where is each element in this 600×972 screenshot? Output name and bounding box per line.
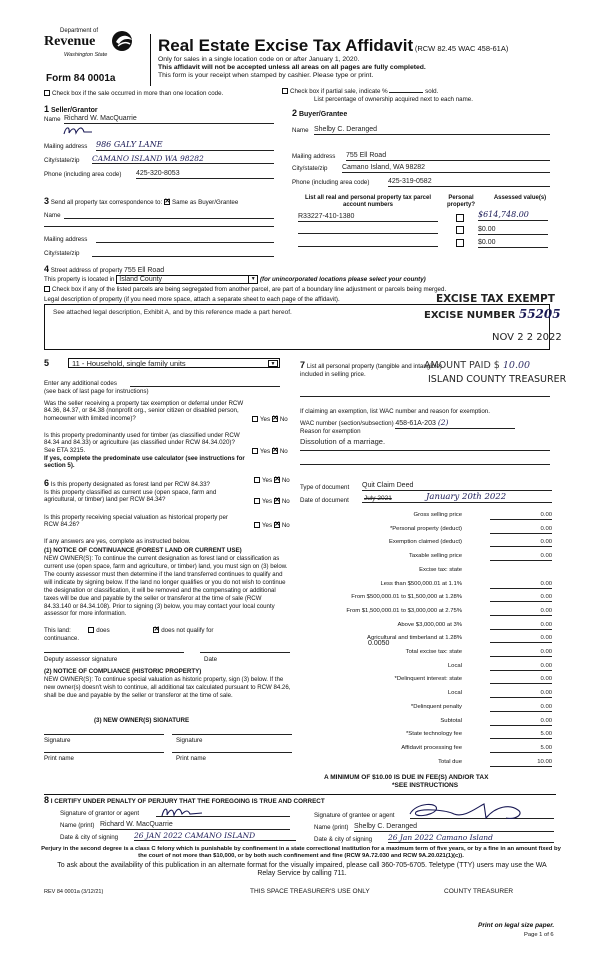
amount-paid-stamp — [424, 360, 530, 371]
doc-date-label: Date of document — [300, 497, 349, 504]
tax-row-value[interactable]: 0.00 — [490, 512, 552, 520]
grantee-signature — [406, 800, 546, 824]
forest-no-checkbox[interactable] — [274, 477, 280, 483]
historic-yes-checkbox[interactable] — [254, 522, 260, 528]
timber-question: Is this property predominantly used for timber (as classified under RCW 84.34 and 84.33) or agriculture (as classified under RCW 84.34.020)? See ETA 3215. — [44, 432, 240, 454]
parcel-number[interactable] — [298, 239, 438, 247]
treasurer-stamp: ISLAND COUNTY TREASURER — [428, 374, 567, 385]
seller-city-row — [44, 154, 274, 164]
wac-number: 458-61A-203 — [395, 420, 436, 427]
parcels-header: List all real and personal property tax parcel account numbers — [304, 195, 432, 209]
sec3-addr-label: Mailing address — [44, 236, 88, 243]
reason-line-2[interactable] — [300, 464, 550, 465]
exemption-claim-label: If claiming an exemption, list WAC number and reason for exemption. — [300, 408, 490, 415]
treasurer-use-label: THIS SPACE TREASURER'S USE ONLY — [250, 888, 370, 895]
tax-row-label: Total due — [438, 758, 462, 765]
no-label: No — [281, 522, 290, 529]
yes-label: Yes — [260, 448, 271, 455]
tax-row-label: Local — [447, 662, 462, 669]
tax-row — [300, 676, 552, 686]
segregate-checkbox[interactable] — [44, 286, 50, 292]
parcel-number[interactable] — [298, 226, 438, 234]
grantor-date-label: Date & city of signing — [60, 834, 119, 841]
sec3-city-field[interactable] — [92, 256, 274, 257]
current-use-yes-checkbox[interactable] — [254, 498, 260, 504]
yes-label: Yes — [260, 416, 271, 423]
tax-row-label: *Personal property (deduct) — [389, 525, 462, 532]
seller-initial-signature — [62, 124, 102, 136]
tax-row — [300, 745, 552, 755]
tax-row — [300, 635, 552, 645]
buyer-name-label: Name — [292, 127, 309, 134]
tax-row — [300, 567, 552, 577]
current-use-question: Is this property classified as current use (open space, farm and agricultural, or timber) land per RCW 84.34? — [44, 489, 217, 504]
subtitle-2: This affidavit will not be accepted unless all areas on all pages are fully completed. — [158, 64, 426, 71]
subtitle-3 — [158, 72, 373, 80]
reason-value[interactable]: Dissolution of a marriage. — [300, 437, 386, 446]
tax-row-label: From $1,500,000.01 to $3,000,000 at 2.75% — [346, 607, 462, 614]
notice-continuance-text: NEW OWNER(S): To continue the current designation as forest land or classification as current use (open space, farm and agriculture, or timber) land, you must sign on (3) below. The county assessor must then determine if the land transferred continues to qualify and will indicate by signing below. If the land no longer qualifies or you do not wish to continue the designation or classification, it will be removed and the compensating or additional taxes will be due and payable by the seller or transferor at the time of sale (RCW 84.33.140 or 84.34.108). Prior to signing (3) below, you may contact your local county assessor for more information. — [44, 555, 288, 618]
seller-name-field[interactable]: Richard W. MacQuarrie — [64, 115, 274, 124]
wac-field[interactable] — [395, 418, 515, 429]
deputy-signature-field[interactable] — [44, 652, 184, 653]
sec3-city-label: City/state/zip — [44, 250, 80, 257]
personal-property-checkbox[interactable] — [456, 226, 464, 234]
see-instructions: *SEE INSTRUCTIONS — [392, 782, 459, 789]
perjury-notice: Perjury in the second degree is a class C felony which is punishable by confinement in a state correctional institution for a maximum term of five years, or by a fine in an amount fixed by the court of not more than $10,000, or by both such confinement and fine (RCW 9A.72.030 and RCW 9A.20.021(1)(c)). — [41, 846, 561, 860]
street-label: Street address of property — [50, 267, 123, 274]
seller-city-field[interactable]: CAMANO ISLAND WA 98282 — [92, 154, 274, 164]
current-use-no-checkbox[interactable] — [274, 498, 280, 504]
forest-yes-checkbox[interactable] — [254, 477, 260, 483]
tax-row — [300, 526, 552, 536]
buyer-addr-field[interactable]: 755 Ell Road — [346, 152, 550, 161]
county-select[interactable] — [116, 275, 258, 284]
legal-description: See attached legal description, Exhibit A, and by this reference made a part hereof. — [53, 309, 292, 316]
seller-heading — [44, 104, 98, 115]
grantee-date-row — [314, 833, 554, 843]
form-number: Form 84 0001a — [46, 73, 116, 84]
chevron-down-icon[interactable]: ▼ — [268, 360, 278, 368]
does-not-label: does not qualify for — [161, 627, 214, 634]
grantor-signature — [160, 804, 210, 818]
sec7-text: List all personal property (tangible and intangible) included in selling price. — [300, 363, 442, 378]
land-use-select[interactable] — [68, 358, 280, 368]
same-as-buyer-label: Same as Buyer/Grantee — [171, 199, 239, 206]
grantor-date-field[interactable]: 26 JAN 2022 CAMANO ISLAND — [134, 831, 296, 841]
owner-signature-field-2[interactable] — [172, 734, 292, 735]
tax-row-label: *State technology fee — [405, 731, 462, 738]
current-use-yes-no — [254, 498, 290, 505]
wac-label: WAC number (section/subsection) — [300, 420, 394, 427]
parcel-number[interactable]: R33227-410-1380 — [298, 213, 438, 222]
this-land-label: This land: — [44, 627, 71, 634]
amount-paid-label: AMOUNT PAID $ — [424, 360, 500, 371]
reason-label: Reason for exemption — [300, 428, 361, 435]
assessed-value[interactable]: $0.00 — [478, 226, 548, 235]
exemption-yes-no — [252, 416, 288, 423]
tax-row-value[interactable]: 0.00 — [490, 663, 552, 671]
sec5-num: 5 — [44, 358, 50, 368]
tax-row — [300, 594, 552, 604]
additional-codes-row — [44, 380, 280, 387]
signature-label: Signature — [44, 737, 71, 744]
doc-date-struck: July 2021 — [364, 495, 392, 502]
street-field[interactable]: 755 Ell Road — [124, 267, 244, 276]
forest-yes-no — [254, 477, 290, 484]
no-label: No — [281, 498, 290, 505]
notice-continuance-title: (1) NOTICE OF CONTINUANCE (FOREST LAND OR CURRENT USE) — [44, 547, 242, 554]
parcel-row — [298, 210, 550, 225]
see-list-label: (see back of last page for instructions) — [44, 388, 149, 395]
same-as-buyer-checkbox[interactable] — [164, 199, 170, 205]
sec8-num: 8 — [44, 795, 50, 805]
tax-row — [300, 539, 552, 549]
grantor-name-label: Name (print) — [60, 822, 95, 829]
parcel-row — [298, 239, 550, 251]
grantor-date-row — [60, 831, 296, 841]
grantee-name-label: Name (print) — [314, 824, 349, 831]
assessed-header: Assessed value(s) — [493, 195, 547, 201]
tax-row-label: Agricultural and timberland at 1.28% — [367, 635, 462, 642]
sec3-addr-row — [44, 236, 274, 243]
assessed-value[interactable]: $0.00 — [478, 239, 548, 248]
buyer-num: 2 — [292, 108, 298, 118]
seller-name-label: Name — [44, 116, 61, 123]
parcel-row — [298, 226, 550, 238]
grantee-name-field[interactable]: Shelby C. Deranged — [354, 823, 554, 832]
exempt-stamp: EXCISE TAX EXEMPT — [436, 293, 555, 305]
excise-number-label: EXCISE NUMBER — [424, 310, 516, 321]
title-text: Real Estate Excise Tax Affidavit — [158, 36, 414, 55]
partial-sale-label: Check box if partial sale, indicate % — [290, 88, 388, 95]
print-name-label: Print name — [176, 755, 206, 762]
sec3-heading — [44, 196, 238, 207]
tax-row-value[interactable]: 0.00 — [490, 649, 552, 657]
multi-location-check[interactable] — [44, 90, 223, 97]
personal-property-line[interactable] — [300, 396, 550, 397]
buyer-city-label: City/state/zip — [292, 165, 328, 172]
owner-print-field-1[interactable] — [44, 752, 164, 753]
dept-label: Department of — [60, 28, 99, 34]
seller-addr-field[interactable]: 986 GALY LANE — [96, 140, 274, 151]
sec3-city-row — [44, 250, 274, 257]
tax-row-value[interactable]: 0.00 — [490, 526, 552, 534]
tax-row-value[interactable]: 0.00 — [490, 622, 552, 630]
timber-yes-no — [252, 448, 288, 455]
tax-row-value[interactable]: 0.00 — [490, 553, 552, 561]
doc-type-row — [300, 484, 552, 491]
header-divider — [150, 34, 151, 86]
exemption-yes-checkbox[interactable] — [252, 416, 258, 422]
chevron-down-icon[interactable]: ▼ — [248, 276, 257, 284]
buyer-city-row — [292, 165, 550, 172]
no-label: No — [281, 477, 290, 484]
yes-label: Yes — [262, 477, 273, 484]
additional-codes-label: Enter any additional codes — [44, 380, 117, 387]
exemption-no-checkbox[interactable] — [272, 416, 278, 422]
multi-location-label: Check box if the sale occurred in more than one location code. — [52, 90, 224, 97]
timber-yes-checkbox[interactable] — [252, 448, 258, 454]
doc-date-field[interactable] — [362, 494, 552, 503]
tax-row-label: Above $3,000,000 at 3% — [397, 621, 462, 628]
land-use-value: 11 - Household, single family units — [72, 359, 186, 368]
yes-label: Yes — [262, 522, 273, 529]
rev-number: REV 84 0001a (3/12/21) — [44, 889, 104, 895]
sec4-num: 4 — [44, 264, 50, 274]
predominant-note: If yes, complete the predominate use calculator (see instructions for section 5). — [44, 455, 245, 470]
seller-num: 1 — [44, 104, 50, 114]
seller-heading-text: Seller/Grantor — [50, 107, 98, 114]
buyer-heading-text: Buyer/Grantee — [298, 111, 348, 118]
exemption-question: Was the seller receiving a property tax exemption or deferral under RCW 84.36, 84.37, or 84.38 (nonprofit org., senior citizen or disabled person, homeowner with limited income)? — [44, 400, 244, 422]
deputy-date-field[interactable] — [200, 652, 290, 653]
sec3-name-field[interactable] — [64, 218, 274, 219]
seller-phone-label: Phone (including area code) — [44, 171, 122, 178]
tax-row — [300, 649, 552, 659]
page-number: Page 1 of 6 — [524, 932, 554, 938]
notice-compliance-title: (2) NOTICE OF COMPLIANCE (HISTORIC PROPERTY) — [44, 668, 202, 675]
tax-row-label: Local — [447, 690, 462, 697]
buyer-addr-row — [292, 153, 550, 160]
assessed-value[interactable]: $614,748.00 — [478, 210, 548, 221]
this-land-row — [44, 627, 213, 634]
title-cite: (RCW 82.45 WAC 458-61A) — [414, 44, 509, 53]
sec3-name-row — [44, 212, 274, 219]
tax-row-value[interactable]: 0.00 — [490, 635, 552, 643]
state-label: Washington State — [64, 52, 108, 58]
tax-row-value[interactable]: 0.00 — [490, 690, 552, 698]
certify-text: I CERTIFY UNDER PENALTY OF PERJURY THAT THE FOREGOING IS TRUE AND CORRECT — [50, 798, 325, 805]
new-owner-sig-title: (3) NEW OWNER(S) SIGNATURE — [94, 717, 190, 724]
dor-logo — [44, 28, 144, 72]
sec4-located-row — [44, 275, 426, 284]
signature-label: Signature — [176, 737, 203, 744]
grantee-name-row — [314, 824, 554, 831]
tax-row-value[interactable]: 0.00 — [490, 718, 552, 726]
yes-label: Yes — [262, 498, 273, 505]
forest-question-text: Is this property designated as forest land per RCW 84.33? — [50, 481, 210, 488]
wac-subsection: (2) — [437, 418, 449, 427]
tax-row-value[interactable]: 0.00 — [490, 594, 552, 602]
county-treasurer-label: COUNTY TREASURER — [444, 888, 514, 895]
does-not-qualify-checkbox[interactable] — [153, 627, 159, 633]
legal-label: Legal description of property (if you need more space, attach a separate sheet to each page of the affidavit). — [44, 296, 340, 303]
tax-row-value[interactable]: 0.00 — [490, 539, 552, 547]
revenue-wordmark: Revenue — [44, 34, 96, 49]
buyer-name-field[interactable]: Shelby C. Deranged — [314, 126, 550, 135]
tax-row-value[interactable]: 5.00 — [490, 731, 552, 739]
deputy-date-label: Date — [204, 656, 218, 663]
tax-row-label: Taxable selling price — [408, 553, 462, 560]
buyer-phone-row — [292, 179, 550, 186]
sec6-num: 6 — [44, 478, 50, 488]
pct-note: List percentage of ownership acquired next to each name. — [314, 96, 473, 103]
sec3-blank-line[interactable] — [44, 226, 274, 227]
tax-row-value[interactable]: 0.00 — [490, 608, 552, 616]
tax-row — [300, 553, 552, 563]
amount-paid-value: 10.00 — [502, 360, 531, 371]
tax-row-label: Less than $500,000.01 at 1.1% — [380, 580, 462, 587]
historic-question: Is this property receiving special valuation as historical property per RCW 84.26? — [44, 514, 228, 529]
doc-date-value: January 20th 2022 — [426, 492, 507, 502]
tax-row — [300, 731, 552, 741]
tax-row-label: Exemption claimed (deduct) — [388, 539, 462, 546]
forest-question — [44, 478, 254, 489]
form-title — [158, 36, 508, 56]
dor-swirl-icon — [110, 30, 136, 52]
tax-row — [300, 759, 552, 769]
personal-property-checkbox[interactable] — [456, 239, 464, 247]
doc-type-label: Type of document — [300, 484, 350, 491]
sec3-name-label: Name — [44, 212, 61, 219]
timber-no-checkbox[interactable] — [272, 448, 278, 454]
tax-row-value[interactable]: 5.00 — [490, 745, 552, 753]
tax-row-label: Excise tax: state — [419, 566, 462, 573]
seller-phone-field[interactable]: 425-320-8053 — [136, 170, 274, 179]
sec3-addr-field[interactable] — [96, 242, 274, 243]
grantor-signature-label: Signature of grantor or agent — [60, 810, 140, 817]
tax-row-label: Subtotal — [440, 717, 462, 724]
seller-addr-label: Mailing address — [44, 143, 88, 150]
county-value: Island County — [119, 276, 163, 283]
sec7-num: 7 — [300, 360, 306, 370]
sec3-text: Send all property tax correspondence to: — [50, 199, 163, 206]
tax-row — [300, 512, 552, 522]
partial-pct-field[interactable] — [389, 92, 423, 93]
owner-print-field-2[interactable] — [172, 752, 292, 753]
seller-name-row — [44, 116, 274, 123]
tax-row — [300, 608, 552, 618]
partial-sale-check[interactable] — [282, 88, 438, 95]
deputy-signature-label: Deputy assessor signature — [44, 656, 118, 663]
tax-row — [300, 663, 552, 673]
seller-addr-row — [44, 140, 274, 150]
date-stamp: NOV 2 2 2022 — [492, 332, 562, 343]
partial-sale-checkbox[interactable] — [282, 88, 288, 94]
legal-paper-note: Print on legal size paper. — [478, 922, 555, 929]
does-qualify-checkbox[interactable] — [88, 627, 94, 633]
print-name-label: Print name — [44, 755, 74, 762]
reason-line[interactable] — [300, 450, 550, 451]
segregate-check[interactable] — [44, 286, 446, 293]
grantor-name-row — [60, 822, 290, 829]
owner-signature-field-1[interactable] — [44, 734, 164, 735]
tax-row-label: From $500,000.01 to $1,500,000 at 1.28% — [351, 594, 462, 601]
no-label: No — [279, 416, 288, 423]
buyer-addr-label: Mailing address — [292, 153, 336, 160]
subtitle-3-text: This form is your receipt when stamped by cashier. Please type or print. — [158, 72, 374, 79]
tax-row — [300, 690, 552, 700]
seller-city-label: City/state/zip — [44, 157, 80, 164]
subtitle-1: Only for sales in a single location code on or after January 1, 2020. — [158, 56, 360, 63]
tax-row — [300, 622, 552, 632]
uninc-note: (for unincorporated locations please select your county) — [259, 276, 426, 284]
buyer-name-row — [292, 127, 550, 134]
grantee-date-label: Date & city of signing — [314, 836, 373, 843]
tax-row-value[interactable]: 0.00 — [490, 704, 552, 712]
historic-yes-no — [254, 522, 290, 529]
continuance-label: continuance. — [44, 635, 80, 642]
tax-row-label: *Delinquent penalty — [410, 703, 462, 710]
multi-location-checkbox[interactable] — [44, 90, 50, 96]
buyer-heading — [292, 108, 347, 119]
grantor-name-field[interactable]: Richard W. MacQuarrie — [100, 821, 290, 830]
sold-label: sold. — [425, 88, 439, 95]
tax-row-label: Affidavit processing fee — [401, 744, 462, 751]
sec3-num: 3 — [44, 196, 50, 206]
tax-row-label: *Delinquent interest: state — [394, 676, 462, 683]
doc-date-row — [300, 492, 552, 504]
grantee-signature-label: Signature of grantee or agent — [314, 812, 395, 819]
tax-row-label: Gross selling price — [413, 512, 462, 518]
buyer-phone-field[interactable]: 425-319-0582 — [388, 178, 550, 187]
tax-row-value[interactable]: 10.00 — [490, 759, 552, 767]
if-any-yes: If any answers are yes, complete as instructed below. — [44, 538, 191, 545]
personal-property-header: Personal property? — [446, 195, 475, 209]
tax-row — [300, 704, 552, 714]
tax-row — [300, 718, 552, 728]
does-label: does — [96, 627, 110, 634]
local-rate: 0.0050 — [368, 640, 390, 647]
excise-number-value: 55205 — [518, 307, 561, 321]
excise-number-stamp — [424, 307, 561, 322]
buyer-phone-label: Phone (including area code) — [292, 179, 370, 186]
buyer-city-field[interactable]: Camano Island, WA 98282 — [342, 164, 550, 173]
segregate-label: Check box if any of the listed parcels are being segregated from another parcel, are part of a boundary line adjustment or parcels being merged. — [52, 286, 447, 293]
tax-row-value[interactable]: 0.00 — [490, 581, 552, 589]
tax-row-label: Total excise tax: state — [405, 649, 462, 655]
personal-property-checkbox[interactable] — [456, 214, 464, 222]
seller-phone-row — [44, 171, 274, 178]
minimum-due-note: A MINIMUM OF $10.00 IS DUE IN FEE(S) AND/OR TAX — [324, 774, 489, 781]
no-label: No — [279, 448, 288, 455]
additional-codes-field[interactable] — [130, 386, 280, 387]
tax-row-value[interactable]: 0.00 — [490, 676, 552, 684]
doc-type-field[interactable]: Quit Claim Deed — [362, 482, 552, 491]
notice-compliance-text: NEW OWNER(S): To continue special valuation as historic property, sign (3) below. If the new owner(s) doesn't wish to continue, all additional tax calculated pursuant to RCW 84.26, shall be due and payable by the seller or transferor at the time of sale. — [44, 676, 291, 699]
alt-format-notice: To ask about the availability of this publication in an alternate format for the visually impaired, please call 360-705-6705. Teletype (TTY) users may use the WA Relay Service by calling 711. — [57, 862, 547, 878]
historic-no-checkbox[interactable] — [274, 522, 280, 528]
grantee-date-field[interactable]: 26 Jan 2022 Camano Island — [388, 833, 554, 843]
located-label: This property is located in — [44, 276, 115, 284]
tax-row — [300, 581, 552, 591]
